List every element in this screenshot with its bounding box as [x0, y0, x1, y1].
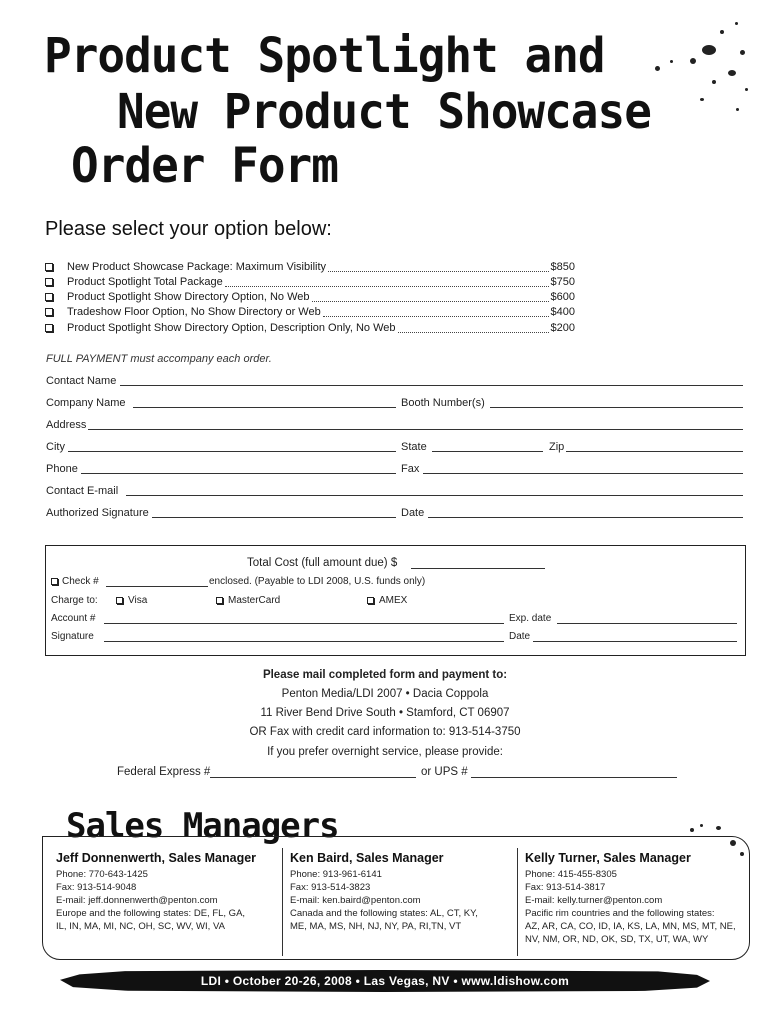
phone-label: Phone	[46, 463, 78, 475]
fedex-field[interactable]	[210, 777, 416, 778]
manager-region: ME, MA, MS, NH, NJ, NY, PA, RI,TN, VT	[290, 921, 462, 932]
manager-email[interactable]: E-mail: kelly.turner@penton.com	[525, 895, 663, 906]
booth-numbers-label: Booth Number(s)	[401, 397, 485, 409]
fax-label: Fax	[401, 463, 420, 475]
mail-address-line: Penton Media/LDI 2007 • Dacia Coppola	[281, 688, 489, 700]
title-line-3: Order Form	[71, 136, 338, 194]
mail-address-line: 11 River Bend Drive South • Stamford, CT 06907	[260, 707, 510, 719]
option-label: New Product Showcase Package: Maximum Visibility	[67, 260, 327, 273]
check-label: Check #	[62, 576, 99, 587]
state-label: State	[401, 441, 427, 453]
total-cost-field[interactable]	[411, 568, 545, 569]
checkbox[interactable]	[216, 597, 223, 604]
total-cost-label: Total Cost (full amount due) $	[247, 557, 398, 569]
section-heading: Please select your option below:	[45, 218, 332, 240]
authorized-signature-label: Authorized Signature	[46, 507, 149, 519]
account-field[interactable]	[104, 623, 504, 624]
option-price: $400	[550, 305, 575, 318]
mail-heading: Please mail completed form and payment to:	[262, 669, 508, 681]
ups-label: or UPS #	[421, 766, 468, 778]
manager-name: Ken Baird, Sales Manager	[290, 851, 444, 865]
option-row[interactable]	[45, 304, 575, 319]
check-option[interactable]	[51, 576, 99, 587]
date-label: Date	[401, 507, 425, 519]
checkbox[interactable]	[45, 324, 53, 332]
company-name-field[interactable]	[133, 407, 396, 408]
option-label: Product Spotlight Show Directory Option, Description Only, No Web	[67, 321, 396, 334]
address-label: Address	[46, 419, 87, 431]
overnight-info-line: If you prefer overnight service, please provide:	[267, 746, 503, 758]
checkbox[interactable]	[45, 263, 53, 271]
option-price: $850	[550, 260, 575, 273]
account-label: Account #	[51, 613, 96, 624]
contact-name-label: Contact Name	[46, 375, 117, 387]
fedex-label: Federal Express #	[117, 766, 211, 778]
checkbox[interactable]	[367, 597, 374, 604]
option-price: $600	[550, 290, 575, 303]
option-row[interactable]	[45, 274, 575, 289]
charge-to-label: Charge to:	[51, 595, 98, 606]
signature-field[interactable]	[104, 641, 504, 642]
manager-fax: Fax: 913-514-3823	[290, 882, 371, 893]
checkbox[interactable]	[51, 578, 58, 585]
manager-region: IL, IN, MA, MI, NC, OH, SC, WV, WI, VA	[56, 921, 225, 932]
visa-option[interactable]	[116, 595, 147, 606]
mastercard-label: MasterCard	[228, 595, 281, 606]
manager-fax: Fax: 913-514-9048	[56, 882, 137, 893]
option-price: $200	[550, 321, 575, 334]
date-field[interactable]	[428, 517, 743, 518]
booth-numbers-field[interactable]	[490, 407, 743, 408]
ups-field[interactable]	[471, 777, 677, 778]
title-line-1: Product Spotlight and	[44, 26, 605, 84]
option-label: Tradeshow Floor Option, No Show Directory or Web	[67, 305, 321, 318]
company-name-label: Company Name	[46, 397, 126, 409]
zip-label: Zip	[549, 441, 565, 453]
city-field[interactable]	[68, 451, 396, 452]
fax-field[interactable]	[423, 473, 743, 474]
payment-date-field[interactable]	[533, 641, 737, 642]
sales-manager-card	[56, 852, 256, 933]
manager-name: Kelly Turner, Sales Manager	[525, 851, 691, 865]
enclosed-text: enclosed. (Payable to LDI 2008, U.S. funds only)	[209, 576, 426, 587]
payment-note: FULL PAYMENT must accompany each order.	[46, 353, 272, 365]
option-row[interactable]	[45, 259, 575, 274]
visa-label: Visa	[128, 595, 148, 606]
sales-manager-card	[290, 852, 478, 933]
signature-label: Signature	[51, 631, 94, 642]
sales-manager-card	[525, 852, 736, 946]
option-row[interactable]	[45, 320, 575, 335]
checkbox[interactable]	[45, 308, 53, 316]
sales-managers-heading: Sales Managers	[66, 806, 339, 846]
manager-region: Canada and the following states: AL, CT, KY,	[290, 908, 478, 919]
amex-option[interactable]	[367, 595, 407, 606]
address-field[interactable]	[88, 429, 743, 430]
manager-region: AZ, AR, CA, CO, ID, IA, KS, LA, MN, MS, MT, NE,	[525, 921, 736, 932]
option-label: Product Spotlight Total Package	[67, 275, 223, 288]
manager-email[interactable]: E-mail: ken.baird@penton.com	[290, 895, 421, 906]
authorized-signature-field[interactable]	[152, 517, 396, 518]
footer-event-info: LDI • October 20-26, 2008 • Las Vegas, NV • www.ldishow.com	[200, 974, 570, 988]
checkbox[interactable]	[45, 293, 53, 301]
contact-email-label: Contact E-mail	[46, 485, 119, 497]
manager-region: Pacific rim countries and the following states:	[525, 908, 715, 919]
option-row[interactable]	[45, 289, 575, 304]
check-number-field[interactable]	[106, 586, 208, 587]
state-field[interactable]	[432, 451, 543, 452]
manager-phone: Phone: 415-455-8305	[525, 869, 617, 880]
phone-field[interactable]	[81, 473, 396, 474]
manager-fax: Fax: 913-514-3817	[525, 882, 606, 893]
manager-phone: Phone: 770-643-1425	[56, 869, 148, 880]
checkbox[interactable]	[116, 597, 123, 604]
manager-email[interactable]: E-mail: jeff.donnenwerth@penton.com	[56, 895, 218, 906]
exp-date-field[interactable]	[557, 623, 737, 624]
amex-label: AMEX	[379, 595, 408, 606]
contact-email-field[interactable]	[126, 495, 743, 496]
option-label: Product Spotlight Show Directory Option, No Web	[67, 290, 310, 303]
fax-info-line: OR Fax with credit card information to: 913-514-3750	[249, 726, 521, 738]
city-label: City	[46, 441, 65, 453]
manager-region: Europe and the following states: DE, FL, GA,	[56, 908, 246, 919]
mastercard-option[interactable]	[216, 595, 280, 606]
title-line-2: New Product Showcase	[117, 82, 651, 140]
manager-name: Jeff Donnenwerth, Sales Manager	[56, 851, 257, 865]
manager-phone: Phone: 913-961-6141	[290, 869, 382, 880]
payment-date-label: Date	[509, 631, 531, 642]
exp-date-label: Exp. date	[509, 613, 552, 624]
option-price: $750	[550, 275, 575, 288]
zip-field[interactable]	[566, 451, 743, 452]
contact-name-field[interactable]	[120, 385, 743, 386]
manager-region: NV, NM, OR, ND, OK, SD, TX, UT, WA, WY	[525, 934, 709, 945]
checkbox[interactable]	[45, 278, 53, 286]
